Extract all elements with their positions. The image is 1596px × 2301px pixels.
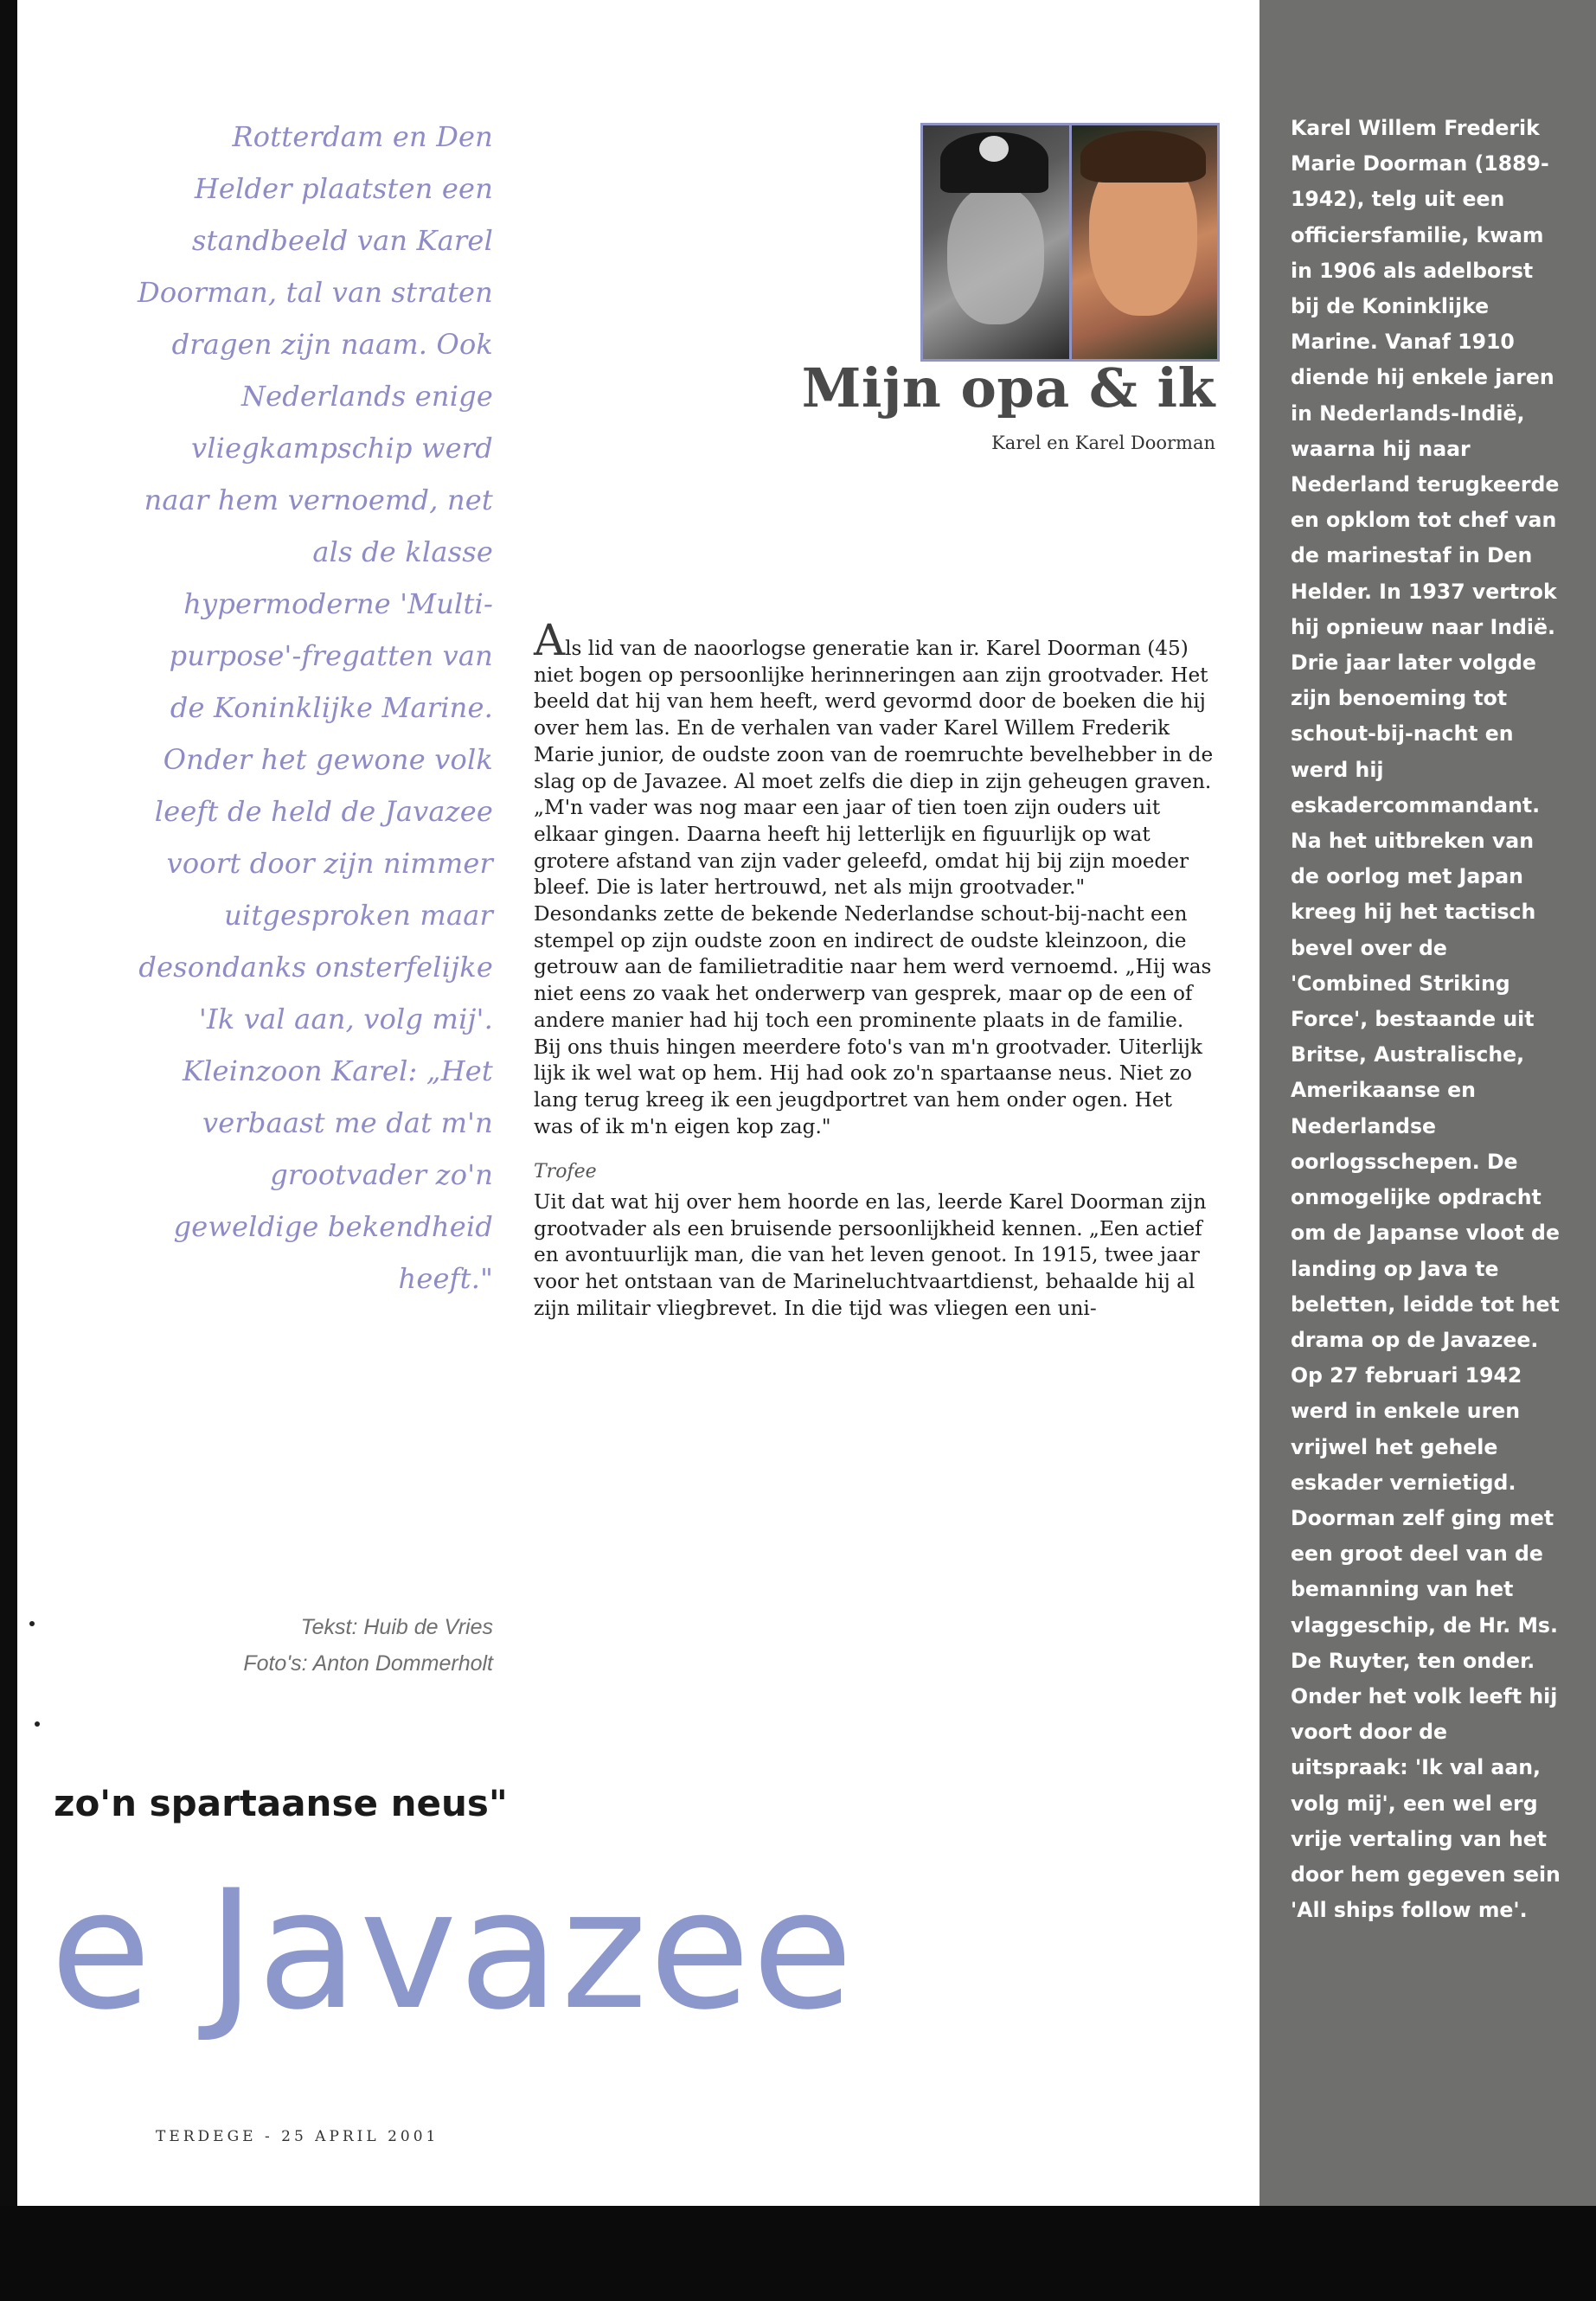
sidebar-text: Karel Willem Frederik Marie Doorman (1889-1942), telg uit een officiersfamilie, kwam in 1906 als adelborst bij de Koninklijke Marine. Vanaf 1910 diende hij enkele jaren in Nederlands-Indië, waarna hij naar Nederland terugkeerde en opklom tot chef van de marinestaf in Den Helder. In 1937 vertrok hij opnieuw naar Indië. Drie jaar later volgde zijn benoeming tot schout-bij-nacht en werd hij eskadercommandant. Na het uitbreken van de oorlog met Japan kreeg hij het tactisch bevel over de 'Combined Striking Force', bestaande uit Britse, Australische, Amerikaanse en Nederlandse oorlogsschepen. De onmogelijke opdracht om de Japanse vloot de landing op Java te beletten, leidde tot het drama op de Javazee. Op 27 februari 1942 werd in enkele uren vrijwel het gehele eskader vernietigd. Doorman zelf ging met een groot deel van de bemanning van het vlaggeschip, de Hr. Ms. De Ruyter, ten onder. Onder het volk leeft hij voort door de uitspraak: 'Ik val aan, volg mij', een wel erg vrije vertaling van het door hem gegeven sein 'All ships follow me'. xyxy=(1291,116,1561,1923)
credit-text: Tekst: Huib de Vries xyxy=(300,1615,493,1639)
credit-photo: Foto's: Anton Dommerholt xyxy=(243,1651,493,1676)
article-subtitle: Karel en Karel Doorman xyxy=(991,433,1215,453)
photo-grandson xyxy=(1072,125,1218,359)
drop-cap: A xyxy=(534,615,566,665)
page-left-edge xyxy=(0,0,17,2206)
page-bottom-edge xyxy=(0,2206,1596,2301)
margin-dot xyxy=(35,1721,40,1727)
biography-sidebar xyxy=(1259,0,1596,2206)
headline-small: zo'n spartaanse neus" xyxy=(54,1782,508,1824)
article-body xyxy=(534,615,1217,1323)
paragraph-1 xyxy=(534,615,1217,901)
paragraph-1-text: ls lid van de naoorlogse generatie kan ir. Karel Doorman (45) niet bogen op persoonlijke herinneringen aan zijn grootvader. Het beeld dat hij van hem heeft, werd gevormd door de boeken die hij over hem las. En de verhalen van vader Karel Willem Frederik Marie junior, de oudste zoon van de roemruchte bevelhebber in de slag op de Javazee. Al moet zelfs die diep in zijn geheugen graven. „M'n vader was nog maar een jaar of tien toen zijn ouders uit elkaar gingen. Daarna heeft hij letterlijk en figuurlijk op wat grotere afstand van zijn vader geleefd, omdat hij bij zijn moeder bleef. Die is later hertrouwd, net als mijn grootvader." xyxy=(534,637,1214,900)
portrait-photos xyxy=(920,123,1220,362)
paragraph-3: Uit dat wat hij over hem hoorde en las, leerde Karel Doorman zijn grootvader als een bruisende persoonlijkheid kennen. „Een actief en avontuurlijk man, die van het leven genoot. In 1915, twee jaar voor het ontstaan van de Marineluchtvaartdienst, behaalde hij al zijn militair vliegbrevet. In die tijd was vliegen een uni- xyxy=(534,1190,1207,1320)
subhead-trofee: Trofee xyxy=(534,1161,597,1183)
article-title: Mijn opa & ik xyxy=(801,356,1215,420)
headline-big: e Javazee xyxy=(50,1855,856,2046)
paragraph-2: Desondanks zette de bekende Nederlandse schout-bij-nacht een stempel op zijn oudste zoon en indirect de oudste kleinzoon, die getrouw aan de familietraditie naar hem werd vernoemd. „Hij was niet eens zo vaak het onderwerp van gesprek, maar op de een of andere manier had hij toch een prominente plaats in de familie. Bij ons thuis hingen meerdere foto's van m'n grootvader. Uiterlijk lijk ik wel wat op hem. Hij had ook zo'n spartaanse neus. Niet zo lang terug kreeg ik een jeugdportret van hem onder ogen. Het was of ik m'n eigen kop zag." xyxy=(534,902,1212,1138)
margin-dot xyxy=(29,1621,35,1626)
page-footer: TERDEGE - 25 APRIL 2001 xyxy=(156,2128,439,2145)
pull-quote: Rotterdam en Den Helder plaatsten een standbeeld van Karel Doorman, tal van straten dragen zijn naam. Ook Nederlands enige vliegkampschip werd naar hem vernoemd, net als de klasse hypermoderne 'Multi-purpose'-fregatten van de Koninklijke Marine. Onder het gewone volk leeft de held de Javazee voort door zijn nimmer uitgesproken maar desondanks onsterfelijke 'Ik val aan, volg mij'. Kleinzoon Karel: „Het verbaast me dat m'n grootvader zo'n geweldige bekendheid heeft." xyxy=(137,120,493,1295)
photo-grandfather xyxy=(923,125,1069,359)
credits xyxy=(138,1609,493,1682)
